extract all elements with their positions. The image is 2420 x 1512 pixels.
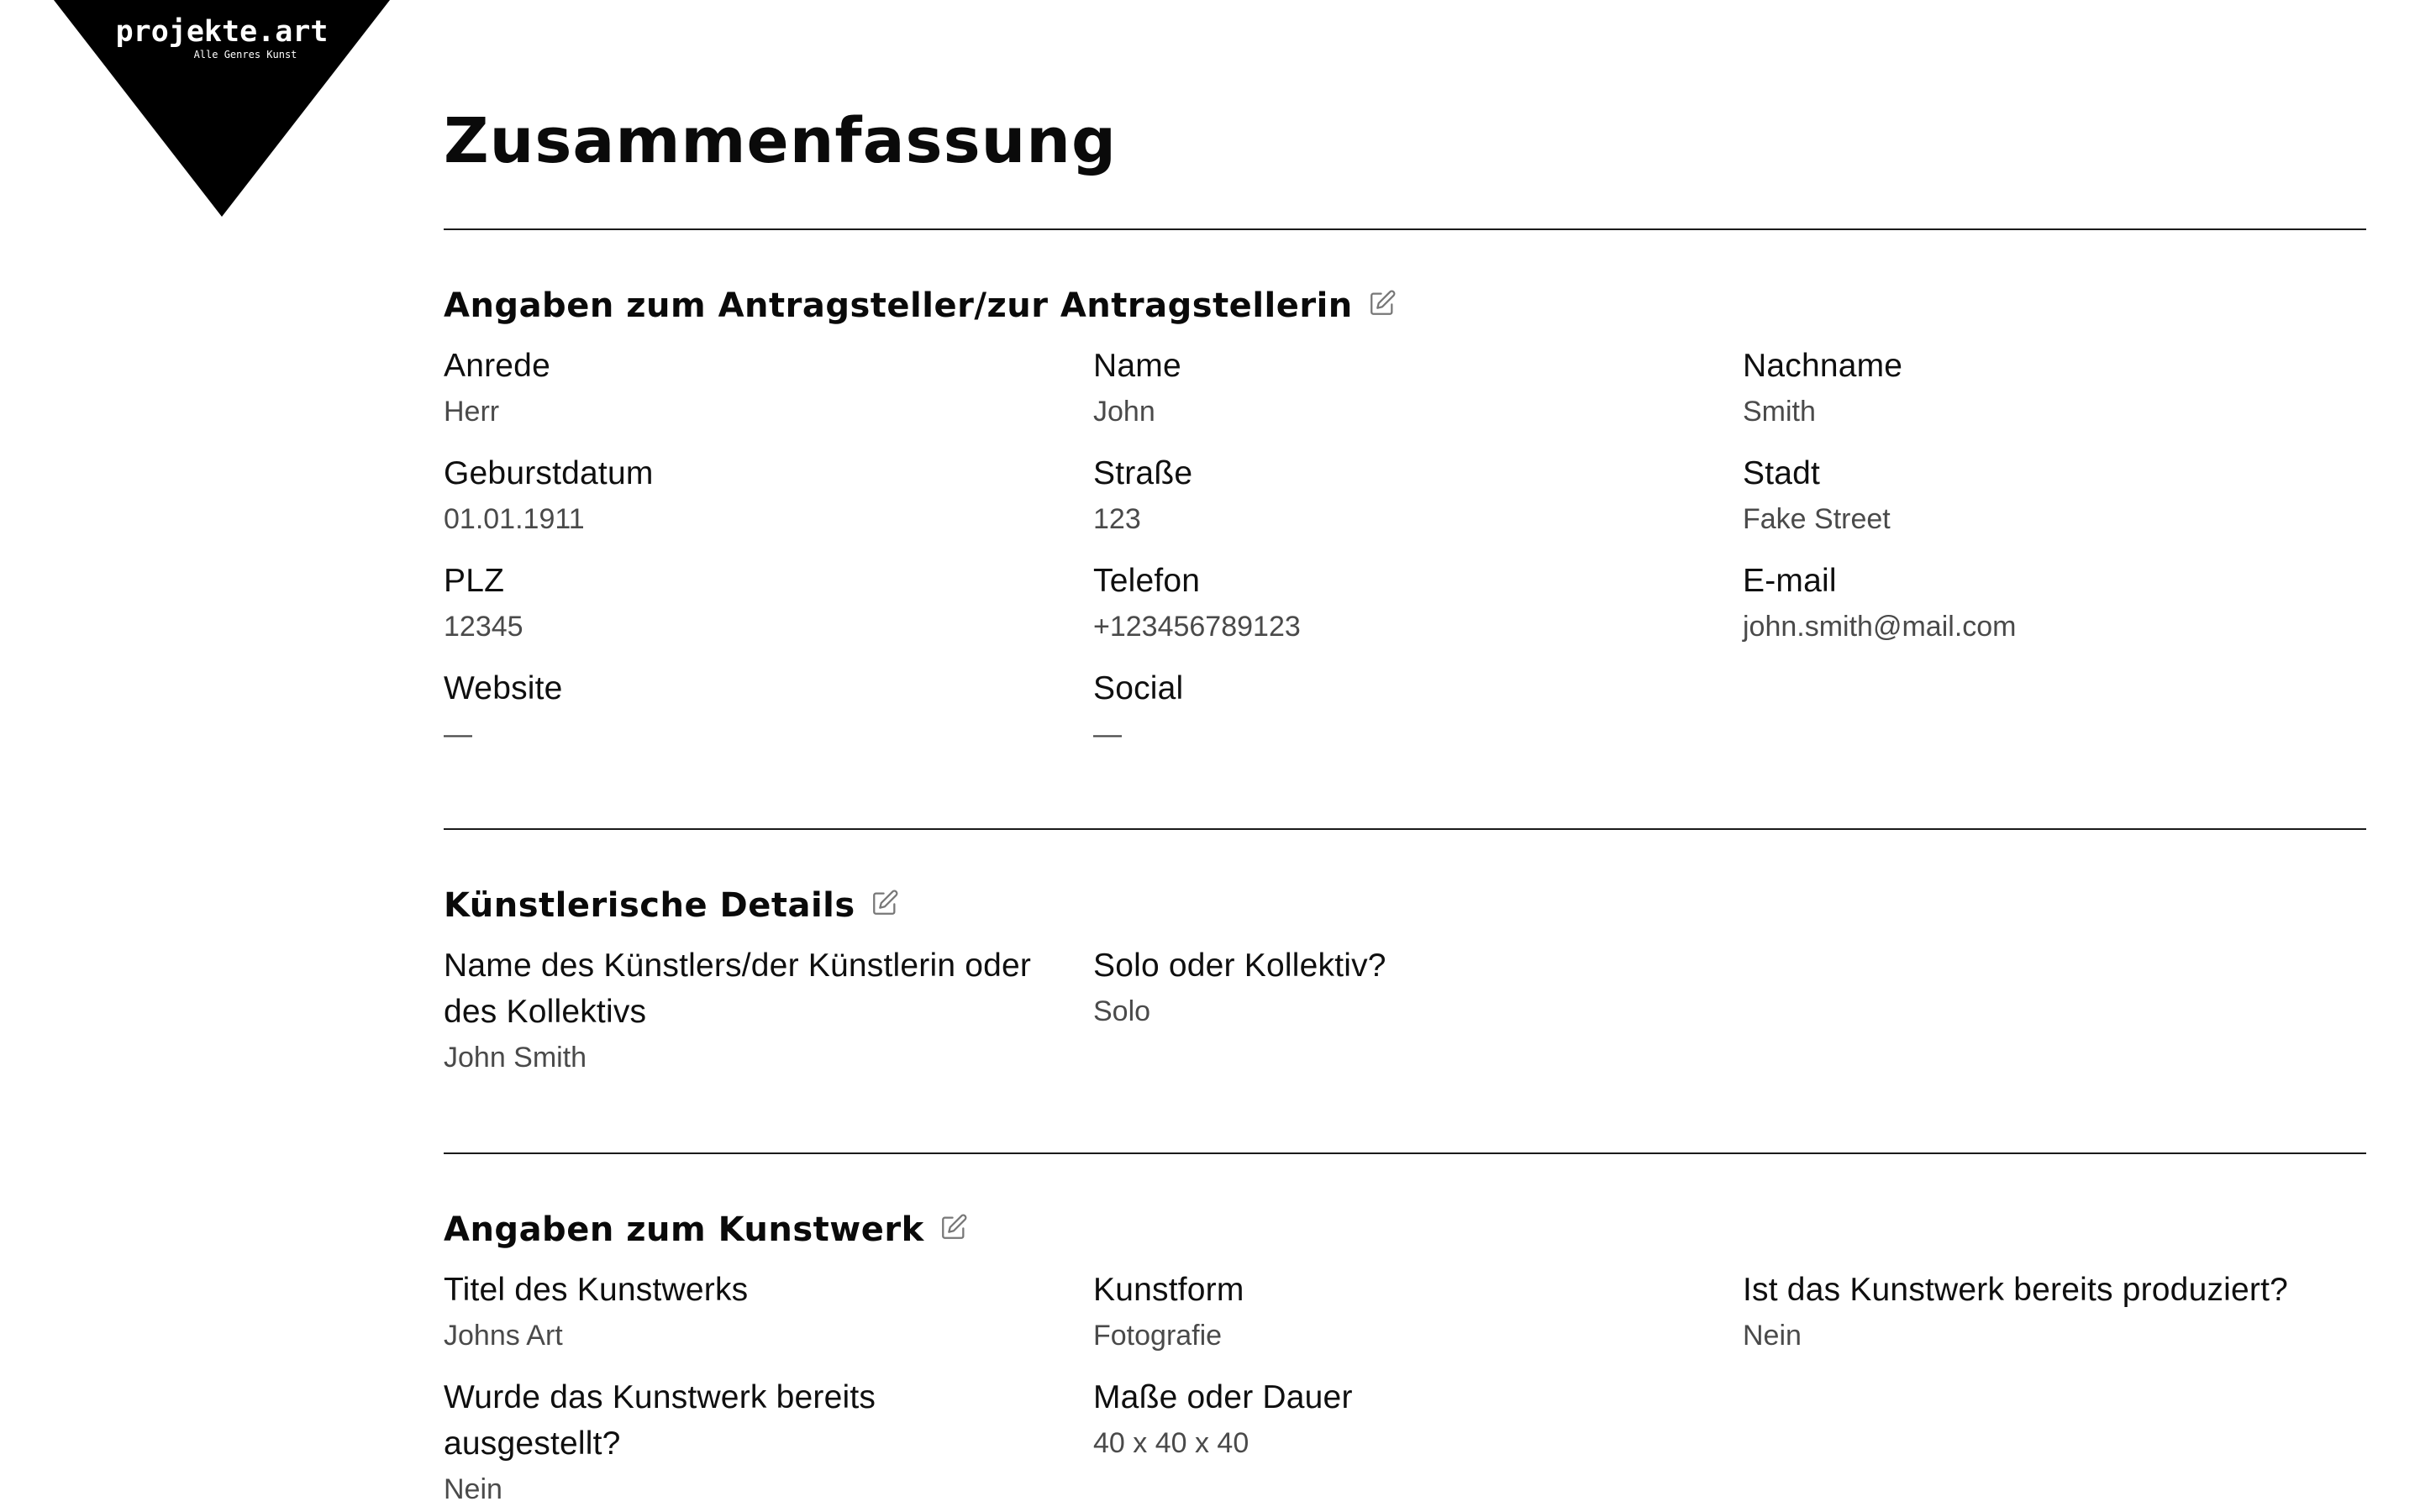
- field-telefon: [1093, 558, 1715, 650]
- field-label: Telefon: [1093, 563, 1201, 599]
- field-label: Nachname: [1743, 348, 1903, 384]
- section-header: [444, 1206, 968, 1253]
- logo[interactable]: [54, 0, 390, 217]
- field-value: Herr: [444, 396, 500, 428]
- field-label: Kunstform: [1093, 1272, 1244, 1308]
- field-label: Social: [1093, 670, 1184, 706]
- edit-icon: [871, 889, 899, 917]
- field-nachname: [1743, 343, 2365, 435]
- field-label: PLZ: [444, 563, 505, 599]
- field-value: +123456789123: [1093, 611, 1301, 643]
- section-header: [444, 282, 1397, 329]
- field-value: —: [444, 718, 472, 750]
- field-value: Smith: [1743, 396, 1816, 428]
- field-value: 40 x 40 x 40: [1093, 1427, 1249, 1459]
- field-label: Geburstdatum: [444, 455, 654, 491]
- field-value: Nein: [444, 1473, 502, 1505]
- divider: [444, 228, 2366, 230]
- logo-subtitle: Alle Genres Kunst: [193, 49, 297, 60]
- field-label: Solo oder Kollektiv?: [1093, 948, 1386, 984]
- field-label: Straße: [1093, 455, 1193, 491]
- edit-icon: [939, 1213, 968, 1242]
- section-title-applicant: Angaben zum Antragsteller/zur Antragstellerin: [444, 286, 1353, 325]
- field-strasse: [1093, 450, 1715, 543]
- field-website: [444, 665, 1065, 758]
- field-label: Titel des Kunstwerks: [444, 1272, 749, 1308]
- section-title-artwork: Angaben zum Kunstwerk: [444, 1210, 924, 1249]
- field-value: Fotografie: [1093, 1320, 1223, 1352]
- field-value: john.smith@mail.com: [1743, 611, 2017, 643]
- field-geburtsdatum: [444, 450, 1065, 543]
- field-value: John Smith: [444, 1042, 587, 1074]
- field-value: Johns Art: [444, 1320, 563, 1352]
- divider: [444, 1152, 2366, 1154]
- field-masse-dauer: [1093, 1374, 1715, 1467]
- field-produziert: [1743, 1267, 2365, 1359]
- section-title-artistic: Künstlerische Details: [444, 886, 855, 925]
- page-title: Zusammenfassung: [444, 105, 1117, 177]
- field-label: Stadt: [1743, 455, 1821, 491]
- field-label: Name: [1093, 348, 1181, 384]
- edit-applicant-button[interactable]: [1368, 289, 1397, 318]
- field-artist-name: [444, 942, 1032, 1081]
- field-anrede: [444, 343, 1065, 435]
- field-value: Solo: [1093, 995, 1151, 1027]
- field-value: 12345: [444, 611, 523, 643]
- field-ausgestellt: [444, 1374, 1032, 1512]
- field-value: John: [1093, 396, 1155, 428]
- edit-artistic-button[interactable]: [871, 889, 899, 917]
- field-value: 123: [1093, 503, 1141, 535]
- field-value: 01.01.1911: [444, 503, 585, 535]
- section-header: [444, 882, 899, 929]
- edit-icon: [1368, 289, 1397, 318]
- field-value: Nein: [1743, 1320, 1802, 1352]
- field-value: —: [1093, 718, 1122, 750]
- field-label: Ist das Kunstwerk bereits produziert?: [1743, 1272, 2289, 1308]
- field-label: Maße oder Dauer: [1093, 1379, 1353, 1415]
- field-label: Website: [444, 670, 563, 706]
- field-name: [1093, 343, 1715, 435]
- field-label: E-mail: [1743, 563, 1837, 599]
- field-social: [1093, 665, 1715, 758]
- field-label: Anrede: [444, 348, 550, 384]
- field-email: [1743, 558, 2365, 650]
- field-stadt: [1743, 450, 2365, 543]
- field-label: Wurde das Kunstwerk bereits ausgestellt?: [444, 1379, 876, 1462]
- field-plz: [444, 558, 1065, 650]
- field-solo-kollektiv: [1093, 942, 1715, 1035]
- field-value: Fake Street: [1743, 503, 1891, 535]
- field-kunstform: [1093, 1267, 1715, 1359]
- edit-artwork-button[interactable]: [939, 1213, 968, 1242]
- field-label: Name des Künstlers/der Künstlerin oder des Kollektivs: [444, 948, 1032, 1030]
- field-artwork-title: [444, 1267, 1065, 1359]
- divider: [444, 828, 2366, 830]
- logo-title: projekte.art: [115, 15, 329, 49]
